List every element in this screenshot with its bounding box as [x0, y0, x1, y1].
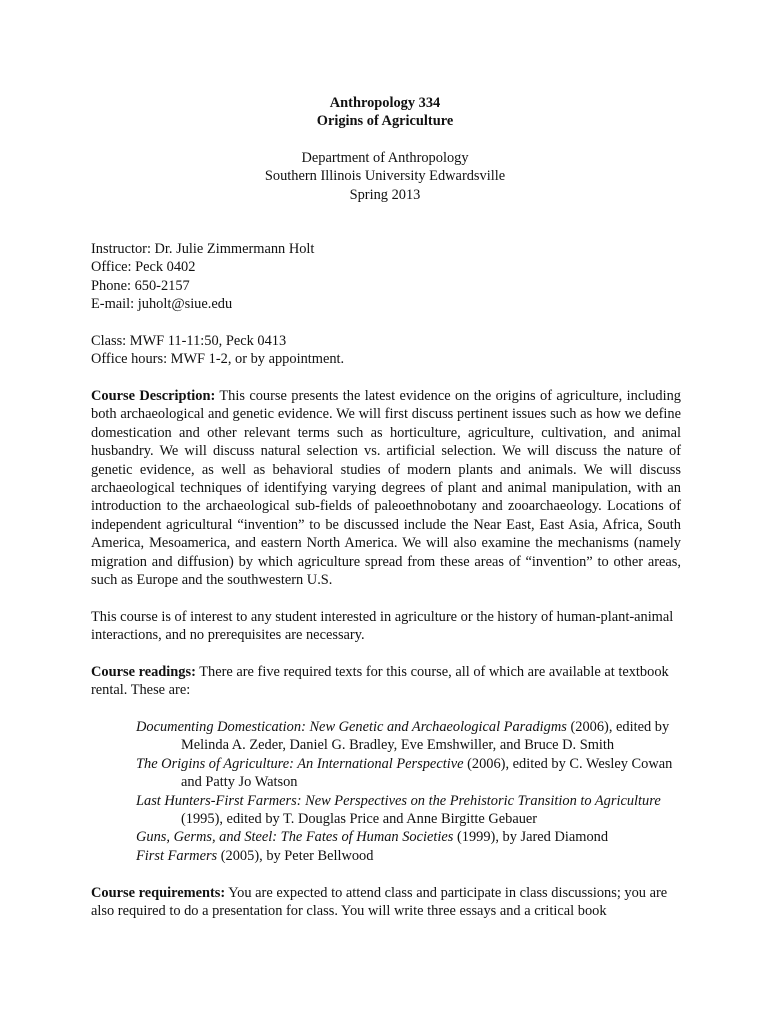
course-title: Origins of Agriculture [316, 113, 454, 130]
readings-text: There are five required texts for this course, all of which are available at textbook rental. These are: [91, 664, 669, 699]
university: Southern Illinois University Edwardsville [264, 168, 506, 185]
term: Spring 2013 [349, 186, 421, 203]
description-heading: Course Description: [91, 388, 216, 404]
reading-item: Guns, Germs, and Steel: The Fates of Human Societies (1999), by Jared Diamond [136, 829, 609, 846]
course-description [91, 387, 681, 589]
readings-heading: Course readings: [91, 664, 196, 680]
email: E-mail: juholt@siue.edu [91, 296, 233, 313]
phone: Phone: 650-2157 [91, 277, 190, 294]
office: Office: Peck 0402 [91, 259, 196, 276]
office-hours: Office hours: MWF 1-2, or by appointment. [91, 351, 345, 368]
instructor: Instructor: Dr. Julie Zimmermann Holt [91, 241, 315, 257]
reading-list [136, 718, 696, 865]
requirements-heading: Course requirements: [91, 885, 226, 901]
reading-item: Documenting Domestication: New Genetic and Archaeological Paradigms (2006), edited by Melinda A. Zeder, Daniel G. Bradley, Eve Emshwiller, and Bruce D. Smith [136, 719, 670, 754]
contact-info [91, 240, 681, 314]
reading-item: First Farmers (2005), by Peter Bellwood [136, 847, 374, 864]
description-text: This course presents the latest evidence on the origins of agriculture, including both archaeological and genetic evidence. We will first discuss pertinent issues such as how we define domestication and other relevant terms such as horticulture, agriculture, cultivation, and animal husbandry. We will discuss natural selection vs. artificial selection. We will discuss the nature of genetic evidence, as well as behavioral studies of modern plants and animals. We will discuss archaeological techniques of identifying varying degrees of plant and animal manipulation, with an introduction to the archaeological sub-fields of paleoethnobotany and zooarchaeology. Locations of independent agricultural “invention” to be discussed include the Near East, East Asia, Africa, South America, Mesoamerica, and eastern North America. We will also examine the mechanisms (namely migration and diffusion) by which agriculture spread from these areas of “invention” to other areas, such as Europe and the southwestern U.S. [91, 388, 681, 589]
course-readings [91, 663, 681, 700]
interest-paragraph [91, 608, 681, 645]
interest-text: This course is of interest to any student interested in agriculture or the history of human-plant-animal interactions, and no prerequisites are necessary. [91, 609, 674, 644]
course-requirements [91, 884, 681, 921]
course-number: Anthropology 334 [329, 95, 441, 111]
requirements-text: You are expected to attend class and participate in class discussions; you are also required to do a presentation for class. You will write three essays and a critical book [91, 885, 668, 920]
class-time: Class: MWF 11-11:50, Peck 0413 [91, 333, 287, 349]
schedule-info [91, 332, 681, 369]
reading-item: The Origins of Agriculture: An International Perspective (2006), edited by C. Wesley Cowan and Patty Jo Watson [136, 755, 673, 791]
department: Department of Anthropology [301, 149, 469, 166]
reading-item: Last Hunters-First Farmers: New Perspectives on the Prehistoric Transition to Agriculture (1995), edited by T. Douglas Price and Anne Birgitte Gebauer [136, 792, 661, 828]
document-header [0, 94, 770, 204]
